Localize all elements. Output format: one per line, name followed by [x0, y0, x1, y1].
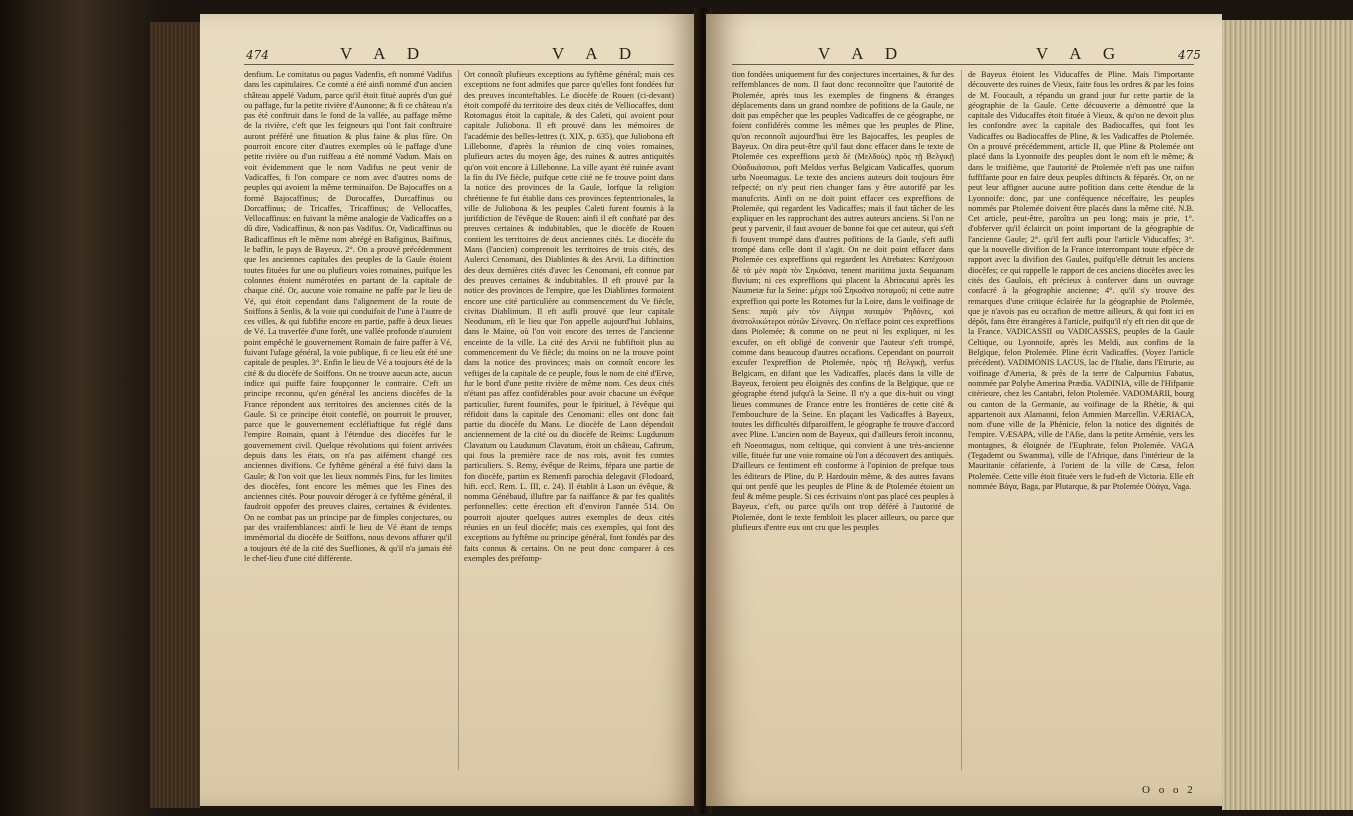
header-rule-left: [244, 64, 674, 65]
page-number-right: 475: [1178, 48, 1201, 62]
right-page-stack-edge: [1222, 20, 1353, 810]
left-column-a-text: denfium. Le comitatus ou pagus Vadenfis, eft nommé Vadifus dans les capitulaires. Ce comté a été ainfi nommé d'un ancien château appelé Vadum, parce qu'il étoit fitué auprès d'un gué ou paffage, fur la petite rivière d'Aunonne; & fi ce château n'a pas été conftruit dans le fond de la vallée, au paffage même de la rivière, c'eft que les feigneurs qui l'ont fait conftruire auront préféré une fituation & plus faine & plus fûre. On pourroit encore citer d'autres exemples où le paffage d'une petite rivière ou d'un ruiffeau a été nommé Vadum. Mais on voit évidemment que le nom Vadifus ne peut venir de Vadicaffes, fi l'on compare ce nom avec d'autres noms de peuples qui avoient la même terminaifon. De Bajocaffes on a formé Bajocaffinus; de Durocaffes, Durcaffinus ou Dorcaffinus; de Tricaffes, Tricaffinus; de Vellocaffes, Vellocaffinus: en fuivant la même analogie de Vadicaffes on a dû dire, Vadicaffinus, & non pas Vadifus. Or, Vadicaffinus ou Badicaffinus eft le même nom abrégé en Bafiginus, Baifinus, le baffin, le pays de Bayeux. 2°. On a prouvé précédemment que les anciennes capitales des peuples de la Gaule étoient toutes fituées fur une ou plufieurs voies romaines, puifque les colonnes étoient numérotées en partant de la capitale de chaque cité. Or, aucune voie romaine ne paffe par le lieu de Vé, qui étoit cependant dans l'alignement de la route de Soiffons à Senlis, & la voie qui conduifoit de l'une à l'autre de ces villes, & qui fubfifte encore en partie, paffe à deux lieues de Vé. La traverfée d'une forêt, une vallée profonde n'auroient point empêché le gouvernement Romain de faire paffer à Vé, fuivant l'ufage général, la voie publique, fi ce lieu eût été une capitale de peuples. 3°. Enfin le lieu de Vé a toujours été de la cité & du diocèfe de Soiffons. On ne trouve aucun acte, aucun indice qui puiffe faire foupçonner le contraire. C'eft un principe reconnu, qu'en général les anciens diocèfes de la France répondent aux territoires des anciennes cités de la Gaule. Si ce principe étoit conteflé, on pourroit le prouver, parce que le gouvernement eccléfiaftique fut réglé dans l'empire Romain, quant à l'étendue des diocèfes fur le gouvernement civil. Quelque révolutions qui foient arrivées depuis dans les états, on n'a pas aifément changé ces anciennes divifions. Ce fyftême général a été fuivi dans la Gaule; & l'on voit que les lieux nommés Fins, fur les limites des diocèfes, font encore les mêmes que les Fines des anciennes cités. Pour pouvoir déroger à ce fyftême général, il faudroit oppofer des preuves claires, certaines & évidentes. On ne combat pas un principe par de fimples conjectures, ou par des vraifemblances: ainfi le lieu de Vé étant de temps immémorial du diocèfe de Soiffons, nous devons affurer qu'il a toujours été de la cité des Suefliones, & qu'il n'a jamais été le chef-lieu d'une cité différente.: [244, 70, 452, 563]
right-column-a-text: tion fondées uniquement fur des conjectures incertaines, & fur des reffemblances de nom. Il faut donc reconnoître que l'autorité de Ptolemée, après tous les exemples de fingnens & étranges déplacements dans un grand nombre de pofitions de la Gaule, ne doit pas empêcher que les peuples Vadicaffes de ce géographe, ne foient confidérés comme les mêmes que les peuples de Pline, qu'on reconnoît aujourd'hui être les Bajocaffes, les peuples de Bayeux. On dira peut-être qu'il faut donc effacer dans le texte de Ptolemée ces expreffions μετὰ δὲ (Μελδοὺς) πρὸς τῇ Βελγικῇ Οὐαδικάσσιοι, poft Meldos verfus Belgicam Vadicaffes, quorum urbs Noeomagus. Le texte des anciens auteurs doit toujours être refpecté; on n'y peut rien changer fans y être autorifé par les manufcrits. Ainfi on ne doit point effacer ces expreffions de Ptolemée, qui regardent les Vadicaffes; mais il faut tâcher de les expliquer en les rapprochant des autres auteurs anciens. Si l'on ne peut y parvenir, il faut avouer de bonne foi que cet auteur, qui s'eft fi fouvent trompé dans d'autres pofitions de la Gaule, s'eft aufli trompé dans celle dont il s'agit. On ne doit point effacer dans Ptolemée ces expreffions qui regardent les Atrebates: Κατέχουσι δὲ τὰ μὲν παρὰ τὸν Σηκόανα, tenent maritima juxta Sequanam fluvium; ni ces expreffions qui placent la Abrincatui après les Naumetæ fur la Seine: μέχρι τοῦ Σηκοάνα ποταμοῦ; ni cette autre expreffion qui porte les Rotomes fur la Loire, dans le voifinage de Sens: παρὰ μὲν τὸν Λίγηρα ποταμὸν Ῥηδόνες, καὶ ἀνατολικώτεροι αὐτῶν Σένονες. On n'efface point ces expreffions dans Ptolemée; & comme on ne peut ni les expliquer, ni les excufer, on eft obligé de convenir que l'auteur s'eft trompé, comme dans beaucoup d'autres occafions. Cependant on pourroit excufer l'expreffion de Ptolemée, πρὸς τῇ Βελγικῇ, verfus Belgicam, en difant que les Vadicaffes, placés dans la ville de Bayeux, feroient peu éloignés des confins de la Belgique, que ce géographe étend jufqu'à la Seine. Il n'y a que dix-huit ou vingt lieues communes de France entre les frontières de cette cité & l'embouchure de la Seine. En plaçant les Vadicaffes à Bayeux, toutes les difficultés difparoiffent, le géographe fe trouve d'accord avec Pline. L'ancien nom de Bayeux, qui d'ailleurs feroit inconnu, eft Noeomagus, nom celtique, qui convient à une très-ancienne ville, fituée fur une voie romaine où l'on a découvert des antiqués. D'ailleurs ce fentiment eft conforme à l'opinion de prefque tous les éditeurs de Pline, du P. Hardouin même, & des autres favans qui ont penfé que les peuples de Pline & de Ptolemée étoient un feul & même peuple. Si ces écrivains n'ont pas placé ces peuples à Bayeux, c'eft, ou parce qu'ils ont trop déféré à l'autorité de Ptolemée, dont le texte fembloit les placer ailleurs, ou parce que plufieurs d'entre eux ont cru que les peuples: [732, 70, 954, 533]
page-number-left: 474: [246, 48, 269, 62]
column-divider-right: [961, 70, 962, 770]
left-page-stack-edge: [150, 22, 200, 808]
header-rule-right: [732, 64, 1194, 65]
running-head-left-col-a: V A D: [340, 44, 429, 63]
left-column-b-text: Ort connoît plufieurs exceptions au fyftême général; mais ces exceptions ne font admifes que parce qu'elles font fondées fur des preuves inconteftables. Le diocèfe de Rouen (ci-devant) étoit compofé du territoire des deux cités de Velliocaffes, dont Rotomagus étoit la capitale, & des Caleti, qui avoient pour capitale Juliobona. Il eft prouvé dans les mémoires de l'académie des belles-lettres (t. XIX, p. 635), que Juliobona eft Lillebonne, d'après la réunion de cinq voies romaines, plufieurs actes du moyen âge, des ruines & autres antiquités qu'on voit encore à Lillebonne. La ville ayant été ruinée avant la fin du IVe fiècle, puifque cette cité ne fe trouve point dans la notice des provinces de la Gaule, lorfque la religion chrétienne fe fut établie dans ces provinces feptentrionales, la ville de Juliobona & les peuples Caleti furent foumis à la jurifdiction de l'évêque de Rouen: ainfi il eft conftaté par des preuves certaines & indubitables, que le diocèfe de Rouen contient les territoires de deux anciennes cités. Le diocèfe du Mans (l'ancien) comprenoit les territoires de trois cités, des Aulerci Cenomani, des Diablintes & des Arvii. La diftinction des deux dernières cités d'avec les Cenomani, eft connue par des preuves certaines & indubitables. Il eft prouvé par la notice des provinces de l'empire, que les Diablintes formoient encore une cité particulière au commencement du Ve fiècle, civitas Diablintum. Il eft aufli prouvé que leur capitale Neodunum, eft le lieu que l'on appelle aujourd'hui Jublains, dans le Maine, où l'on voit encore des terres de l'ancienne enceinte de la ville. La cité des Arvii ne fubfiftoit plus au commencement du Ve fiècle; du moins on ne la trouve point dans la notice des provinces; mais on connoît encore les veftiges de la capitale de ce peuple, fous le nom de cité d'Erve, fur le bord d'une petite rivière de même nom. Ces deux cités n'étant pas affez confidérables pour avoir chacune un évêque particulier, furent foumifes, pour le fpirituel, à l'évêque qui réfidoit dans la capitale des Cenomani: elles ont donc fait partie du diocèfe du Mans. Le diocèfe de Laon dépendoit anciennement de la cité ou du diocèfe de Reims: Lugdunum Clavatum ou Laudunum Clavatum, étoit un château, Caftrum, qui fous la première race de nos rois, avoit fes comtes particuliers. S. Remy, évêque de Reims, fépara une partie de fon diocèfe, partim ex Remenfi parochia delegavit (Flodoard, hift. eccl. Rem. L. III, c. 24). Il établit à Laon un évêque, & nomma Génébaud, illuftre par fa naiffance & par fes qualités perfonnelles: cette érection eft d'environ l'année 514. On pourroit ajouter quelques autres exemples de deux cités réunies en un feul diocèfe; mais ces exemples, qui font des exceptions au fyftême ou principe général, font fondés par des faits connus & certains. On ne peut donc comparer à ces exemples des préfomp-: [464, 70, 674, 563]
running-head-right-col-b: V A G: [1036, 44, 1125, 63]
left-page: [200, 14, 700, 806]
running-head-left-col-b: V A D: [552, 44, 641, 63]
column-divider-left: [458, 70, 459, 770]
running-head-right-col-a: V A D: [818, 44, 907, 63]
right-column-b-text: de Bayeux étoient les Viducaffes de Pline. Mais l'importante découverte des ruines de Vieux, faite fous les ordres & par les foins de M. Foucault, a répandu un grand jour fur cette partie de la géographie de la Gaule. Cette découverte a démontré que la capitale des Viducaffes étoit fituée à Vieux, & qu'on ne devoit plus les confondre avec la capitale des Badiocaffes, qui font les Vadicaffes ou Badiocaffes de Pline, & les Vadicaffes de Ptolemée. On a prouvé précédemment, article II, que Pline & Ptolemée ont placé dans la Lyonnoife des peuples dont le nom eft le même; & dans le troifième, que l'autorité de Ptolemée n'eft pas une raifon fuffifante pour en faire deux peuples diftincts & féparés. Or, on ne peut leur affigner aucune autre pofition dans cette étendue de la Lyonnoife: donc, par une conféquence néceffaire, les peuples nommés par Ptolemée doivent être placés dans la même cité. N.B. Cet article, peut-être, paroîtra un peu long; mais je prie, 1°. d'obferver qu'il éclaircit un point important de la géographie de l'ancienne Gaule; 2°. qu'il fert aufli pour l'article Viducaffes; 3°. que la nouvelle divifion de la France interrompant toute efpèce de rapport avec la divifion des Gaules, puifqu'elle détruit les anciens diocèfes; ce qui rappelle le rapport de ces anciens diocèfes avec les cités des Gaulois, eft précieux à conferver dans un ouvrage confacré à la géographie ancienne; 4°. qu'il s'y trouve des remarques d'une critique éclairée fur la géographie de Ptolemée, que je n'avois pas eu occafion de mettre ailleurs, & qui font ici en dépôt, fans être étrangères à l'article, puifqu'il n'y eft rien dit que de la France. VADICASSII ou VADICASSES, peuples de la Gaule Celtique, ou Lyonnoife, après les Meldi, aux confins de la Belgique, felon Ptolemée. Pline écrit Vadicaffes. (Voyez l'article précédent). VADIMONIS LACUS, lac de l'Italie, dans l'Etrurie, au voifinage d'Ameria, & près de la terre de Calpurnius Fabatus, nommée par Polybe Amerina Prædia. VADINIA, ville de l'Hifpanie citérieure, chez les Cantabri, felon Ptolemée. VADOMARII, bourg ou canton de la Germanie, au voifinage de la Rhétie, & qui appartenoit aux Alamanni, felon Ammien Marcellin. VÆRIACA, nom d'une ville de la Phénicie, felon la notice des dignités de l'empire. VÆSAPA, ville de l'Afie, dans la petite Arménie, vers les montagnes, & éloignée de l'Euphrate, felon Ptolemée. VAGA (Tegademt ou Swamma), ville de l'Afrique, dans l'intérieur de la Mauritanie céfarienfe, à l'orient de la ville de Cæsa, felon Ptolemée. Cette ville étoit fituée vers le fud-eft de Victoria. Elle eft nommée Βάγα, Baga, par Plutarque, & par Ptolemée Οὐάγα, Vaga.: [968, 70, 1194, 491]
signature-mark: O o o 2: [1142, 784, 1196, 796]
right-page: [706, 14, 1222, 806]
